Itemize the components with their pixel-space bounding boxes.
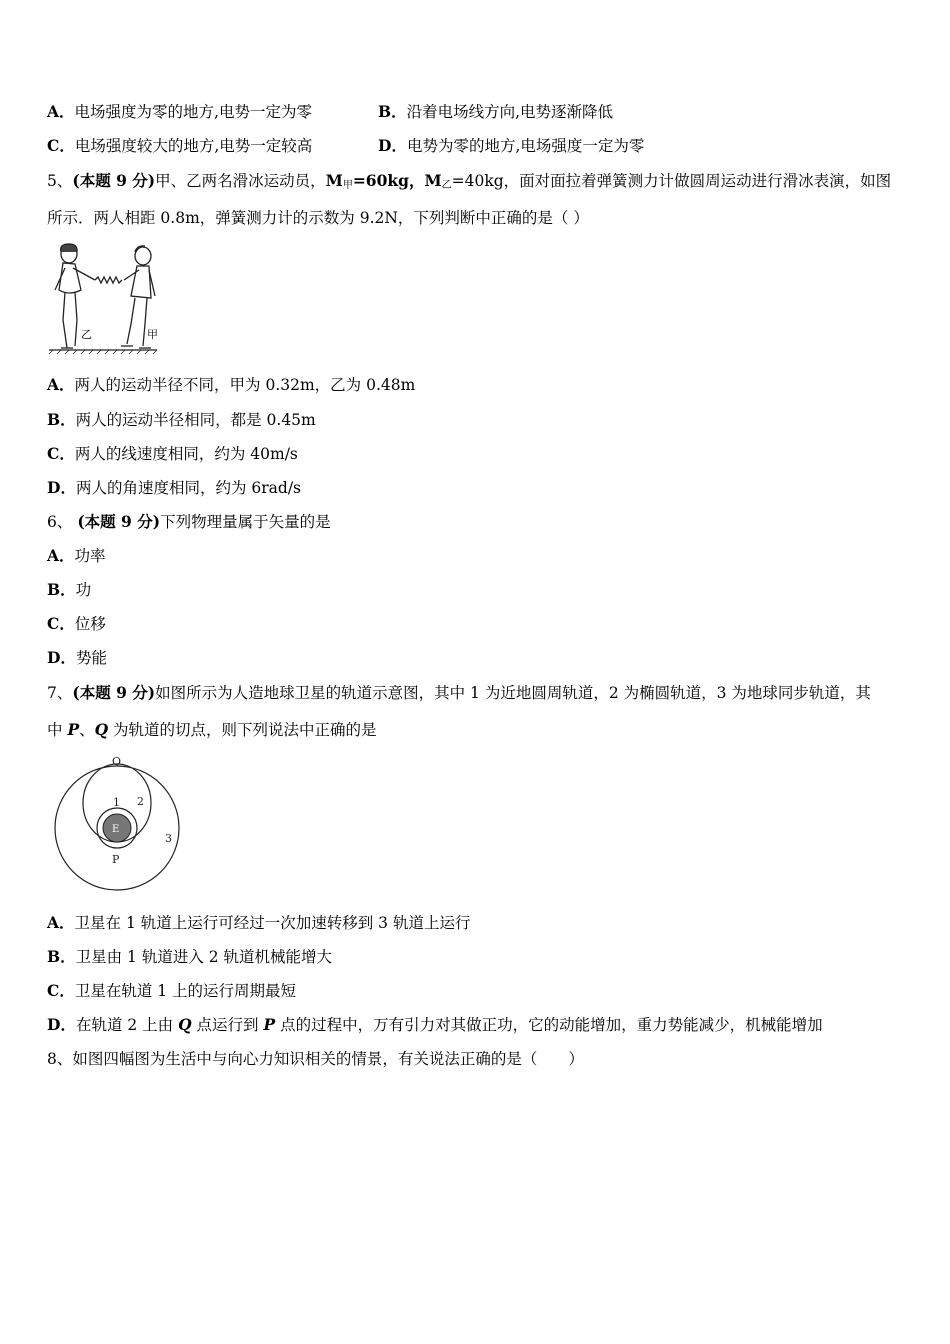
q4-option-a: A．电场强度为零的地方,电势一定为零 bbox=[47, 102, 312, 121]
q5-option-a: A．两人的运动半径不同，甲为 0.32m，乙为 0.48m bbox=[47, 375, 416, 394]
q8-stem: 8、如图四幅图为生活中与向心力知识相关的情景，有关说法正确的是（ ） bbox=[47, 1050, 584, 1068]
label-yi: 乙 bbox=[81, 328, 92, 341]
label-p: P bbox=[112, 853, 120, 866]
q5-option-c: C．两人的线速度相同，约为 40m/s bbox=[47, 444, 298, 463]
q6-option-a: A．功率 bbox=[47, 546, 106, 565]
spring-scale bbox=[95, 277, 122, 283]
skaters-figure bbox=[45, 240, 165, 355]
q4-option-c: C．电场强度较大的地方,电势一定较高 bbox=[47, 136, 313, 155]
q7-stem-line1: 7、(本题 9 分)如图所示为人造地球卫星的轨道示意图，其中 1 为近地圆周轨道，2 为椭圆轨道，3 为地球同步轨道，其 bbox=[47, 683, 871, 702]
label-jia: 甲 bbox=[147, 328, 158, 341]
q7-option-b: B．卫星由 1 轨道进入 2 轨道机械能增大 bbox=[47, 947, 333, 966]
label-orbit-3: 3 bbox=[165, 832, 172, 845]
q6-option-c: C．位移 bbox=[47, 614, 106, 633]
q5-stem-line1: 5、(本题 9 分)甲、乙两名滑冰运动员，$M_甲=60kg$，$M_乙=40kg$，面对面拉着弹簧测力计做圆周运动进行滑冰表演，如图 bbox=[47, 171, 892, 191]
q5-stem-line2: 所示．两人相距 0.8m，弹簧测力计的示数为 9.2N，下列判断中正确的是（ ） bbox=[47, 209, 589, 227]
q7-stem-line2: 中 P、Q 为轨道的切点，则下列说法中正确的是 bbox=[47, 720, 377, 739]
orbit-figure bbox=[50, 752, 190, 894]
q7-option-c: C．卫星在轨道 1 上的运行周期最短 bbox=[47, 981, 297, 1000]
q5-option-b: B．两人的运动半径相同，都是 0.45m bbox=[47, 410, 316, 429]
q5-option-d: D．两人的角速度相同，约为 6rad/s bbox=[47, 478, 301, 497]
q6-stem: 6、 (本题 9 分)下列物理量属于矢量的是 bbox=[47, 512, 331, 531]
label-orbit-1: 1 bbox=[113, 796, 120, 809]
q6-option-d: D．势能 bbox=[47, 648, 107, 667]
q7-option-d: D．在轨道 2 上由 Q 点运行到 P 点的过程中，万有引力对其做正功，它的动能增加，重力势能减少，机械能增加 bbox=[47, 1015, 823, 1034]
label-orbit-2: 2 bbox=[137, 795, 144, 808]
q4-option-d: D．电势为零的地方,电场强度一定为零 bbox=[378, 136, 645, 155]
q7-option-a: A．卫星在 1 轨道上运行可经过一次加速转移到 3 轨道上运行 bbox=[47, 913, 471, 932]
q4-option-b: B．沿着电场线方向,电势逐渐降低 bbox=[378, 102, 614, 121]
label-earth: E bbox=[112, 824, 120, 835]
label-q: Q bbox=[112, 755, 122, 768]
q6-option-b: B．功 bbox=[47, 580, 92, 599]
